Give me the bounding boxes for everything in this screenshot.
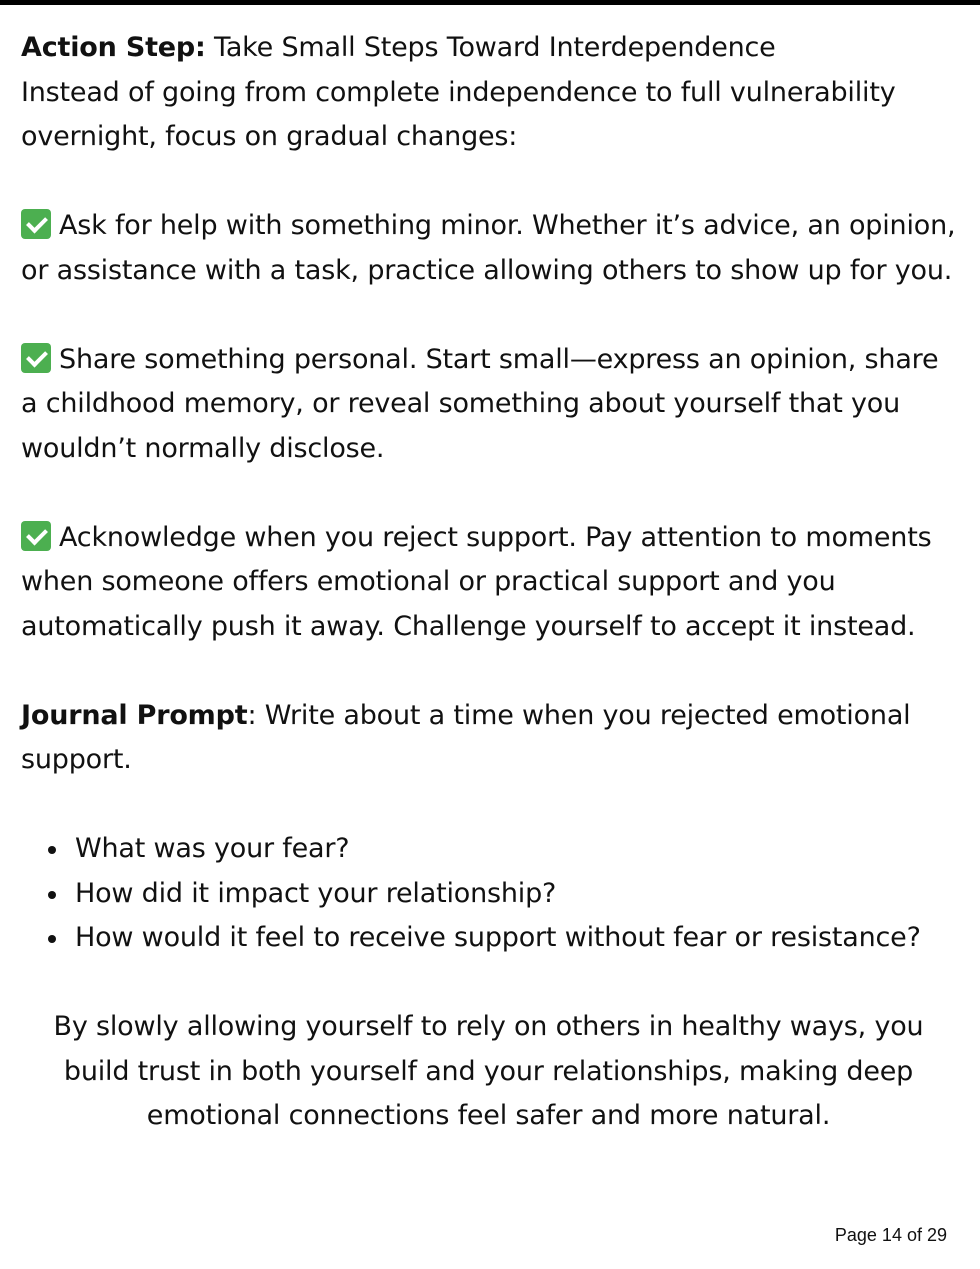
list-item: How would it feel to receive support without fear or resistance?	[75, 916, 956, 961]
action-step-intro: Instead of going from complete independence to full vulnerability overnight, focus on gradual changes:	[21, 76, 896, 152]
step-item	[21, 204, 956, 293]
page-content	[21, 26, 956, 1139]
action-step-heading	[21, 26, 956, 71]
check-mark-icon	[21, 209, 51, 239]
journal-prompt-text: : Write about a time when you rejected emotional support.	[21, 699, 911, 775]
step-text: Acknowledge when you reject support. Pay attention to moments when someone offers emotional or practical support and you automatically push it away. Challenge yourself to accept it instead.	[21, 521, 932, 642]
journal-questions	[21, 827, 956, 961]
step-text: Share something personal. Start small—express an opinion, share a childhood memory, or reveal something about yourself that you wouldn’t normally disclose.	[21, 343, 939, 464]
journal-prompt	[21, 694, 956, 783]
page-number: Page 14 of 29	[834, 1225, 947, 1245]
step-text: Ask for help with something minor. Whether it’s advice, an opinion, or assistance with a task, practice allowing others to show up for you.	[21, 210, 956, 286]
action-step-label: Action Step:	[21, 32, 206, 63]
top-border	[0, 0, 980, 5]
check-mark-icon	[21, 521, 51, 551]
journal-prompt-label: Journal Prompt	[21, 699, 248, 731]
step-item	[21, 338, 956, 472]
check-mark-icon	[21, 343, 51, 373]
closing-paragraph: By slowly allowing yourself to rely on others in healthy ways, you build trust in both yourself and your relationships, making deep emotional connections feel safer and more natural.	[53, 1011, 924, 1131]
step-item	[21, 516, 956, 650]
list-item: What was your fear?	[75, 827, 956, 872]
list-item: How did it impact your relationship?	[75, 872, 956, 917]
action-step-title: Take Small Steps Toward Interdependence	[214, 32, 776, 63]
